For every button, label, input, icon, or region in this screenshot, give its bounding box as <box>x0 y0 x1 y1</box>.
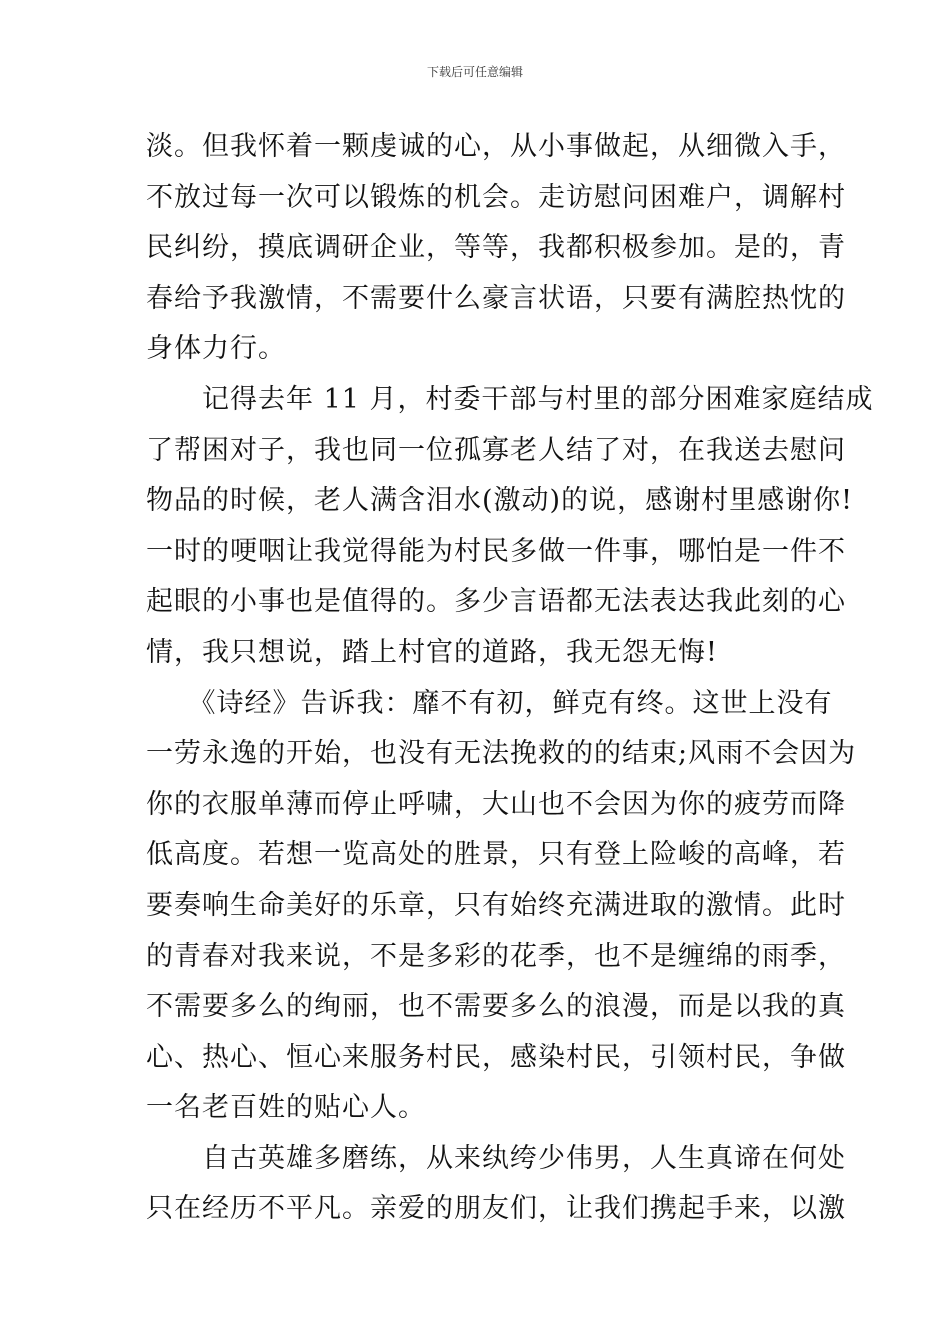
text-line: 《诗经》告诉我：靡不有初，鲜克有终。这世上没有 <box>146 687 833 719</box>
text-line: 要奏响生命美好的乐章，只有始终充满进取的激情。此时 <box>146 889 846 921</box>
text-line: 了帮困对子，我也同一位孤寡老人结了对，在我送去慰问 <box>146 434 846 466</box>
text-line: 身体力行。 <box>146 333 286 365</box>
text-line: 一劳永逸的开始，也没有无法挽救的的结束;风雨不会因为 <box>146 738 857 770</box>
text-line: 不放过每一次可以锻炼的机会。走访慰问困难户，调解村 <box>146 181 846 213</box>
text-line: 的青春对我来说，不是多彩的花季，也不是缠绵的雨季， <box>146 940 846 972</box>
text-line: 自古英雄多磨练，从来纨绔少伟男，人生真谛在何处 <box>146 1142 846 1174</box>
text-line: 物品的时候，老人满含泪水(激动)的说，感谢村里感谢你! <box>146 485 853 517</box>
text-line: 民纠纷，摸底调研企业，等等，我都积极参加。是的，青 <box>146 232 846 264</box>
text-line: 情，我只想说，踏上村官的道路，我无怨无悔! <box>146 636 718 668</box>
text-line: 淡。但我怀着一颗虔诚的心，从小事做起，从细微入手， <box>146 131 846 162</box>
text-line: 记得去年 11 月，村委干部与村里的部分困难家庭结成 <box>146 383 874 415</box>
body-text <box>146 130 874 1243</box>
page-header: 下载后可任意编辑 <box>426 65 523 79</box>
text-line: 起眼的小事也是值得的。多少言语都无法表达我此刻的心 <box>146 586 846 618</box>
text-line: 不需要多么的绚丽，也不需要多么的浪漫，而是以我的真 <box>146 991 846 1023</box>
text-line: 只在经历不平凡。亲爱的朋友们，让我们携起手来，以激 <box>146 1193 846 1225</box>
text-line: 一时的哽咽让我觉得能为村民多做一件事，哪怕是一件不 <box>146 535 846 567</box>
text-line: 心、热心、恒心来服务村民，感染村民，引领村民，争做 <box>146 1041 846 1073</box>
paragraph <box>146 383 874 687</box>
text-line: 春给予我激情，不需要什么豪言状语，只要有满腔热忱的 <box>146 282 846 314</box>
text-line: 低高度。若想一览高处的胜景，只有登上险峻的高峰，若 <box>146 839 846 871</box>
paragraph <box>146 1142 846 1243</box>
text-line: 一名老百姓的贴心人。 <box>146 1092 426 1124</box>
text-line: 你的衣服单薄而停止呼啸，大山也不会因为你的疲劳而降 <box>146 788 846 820</box>
paragraph <box>146 130 846 383</box>
paragraph <box>146 687 857 1142</box>
